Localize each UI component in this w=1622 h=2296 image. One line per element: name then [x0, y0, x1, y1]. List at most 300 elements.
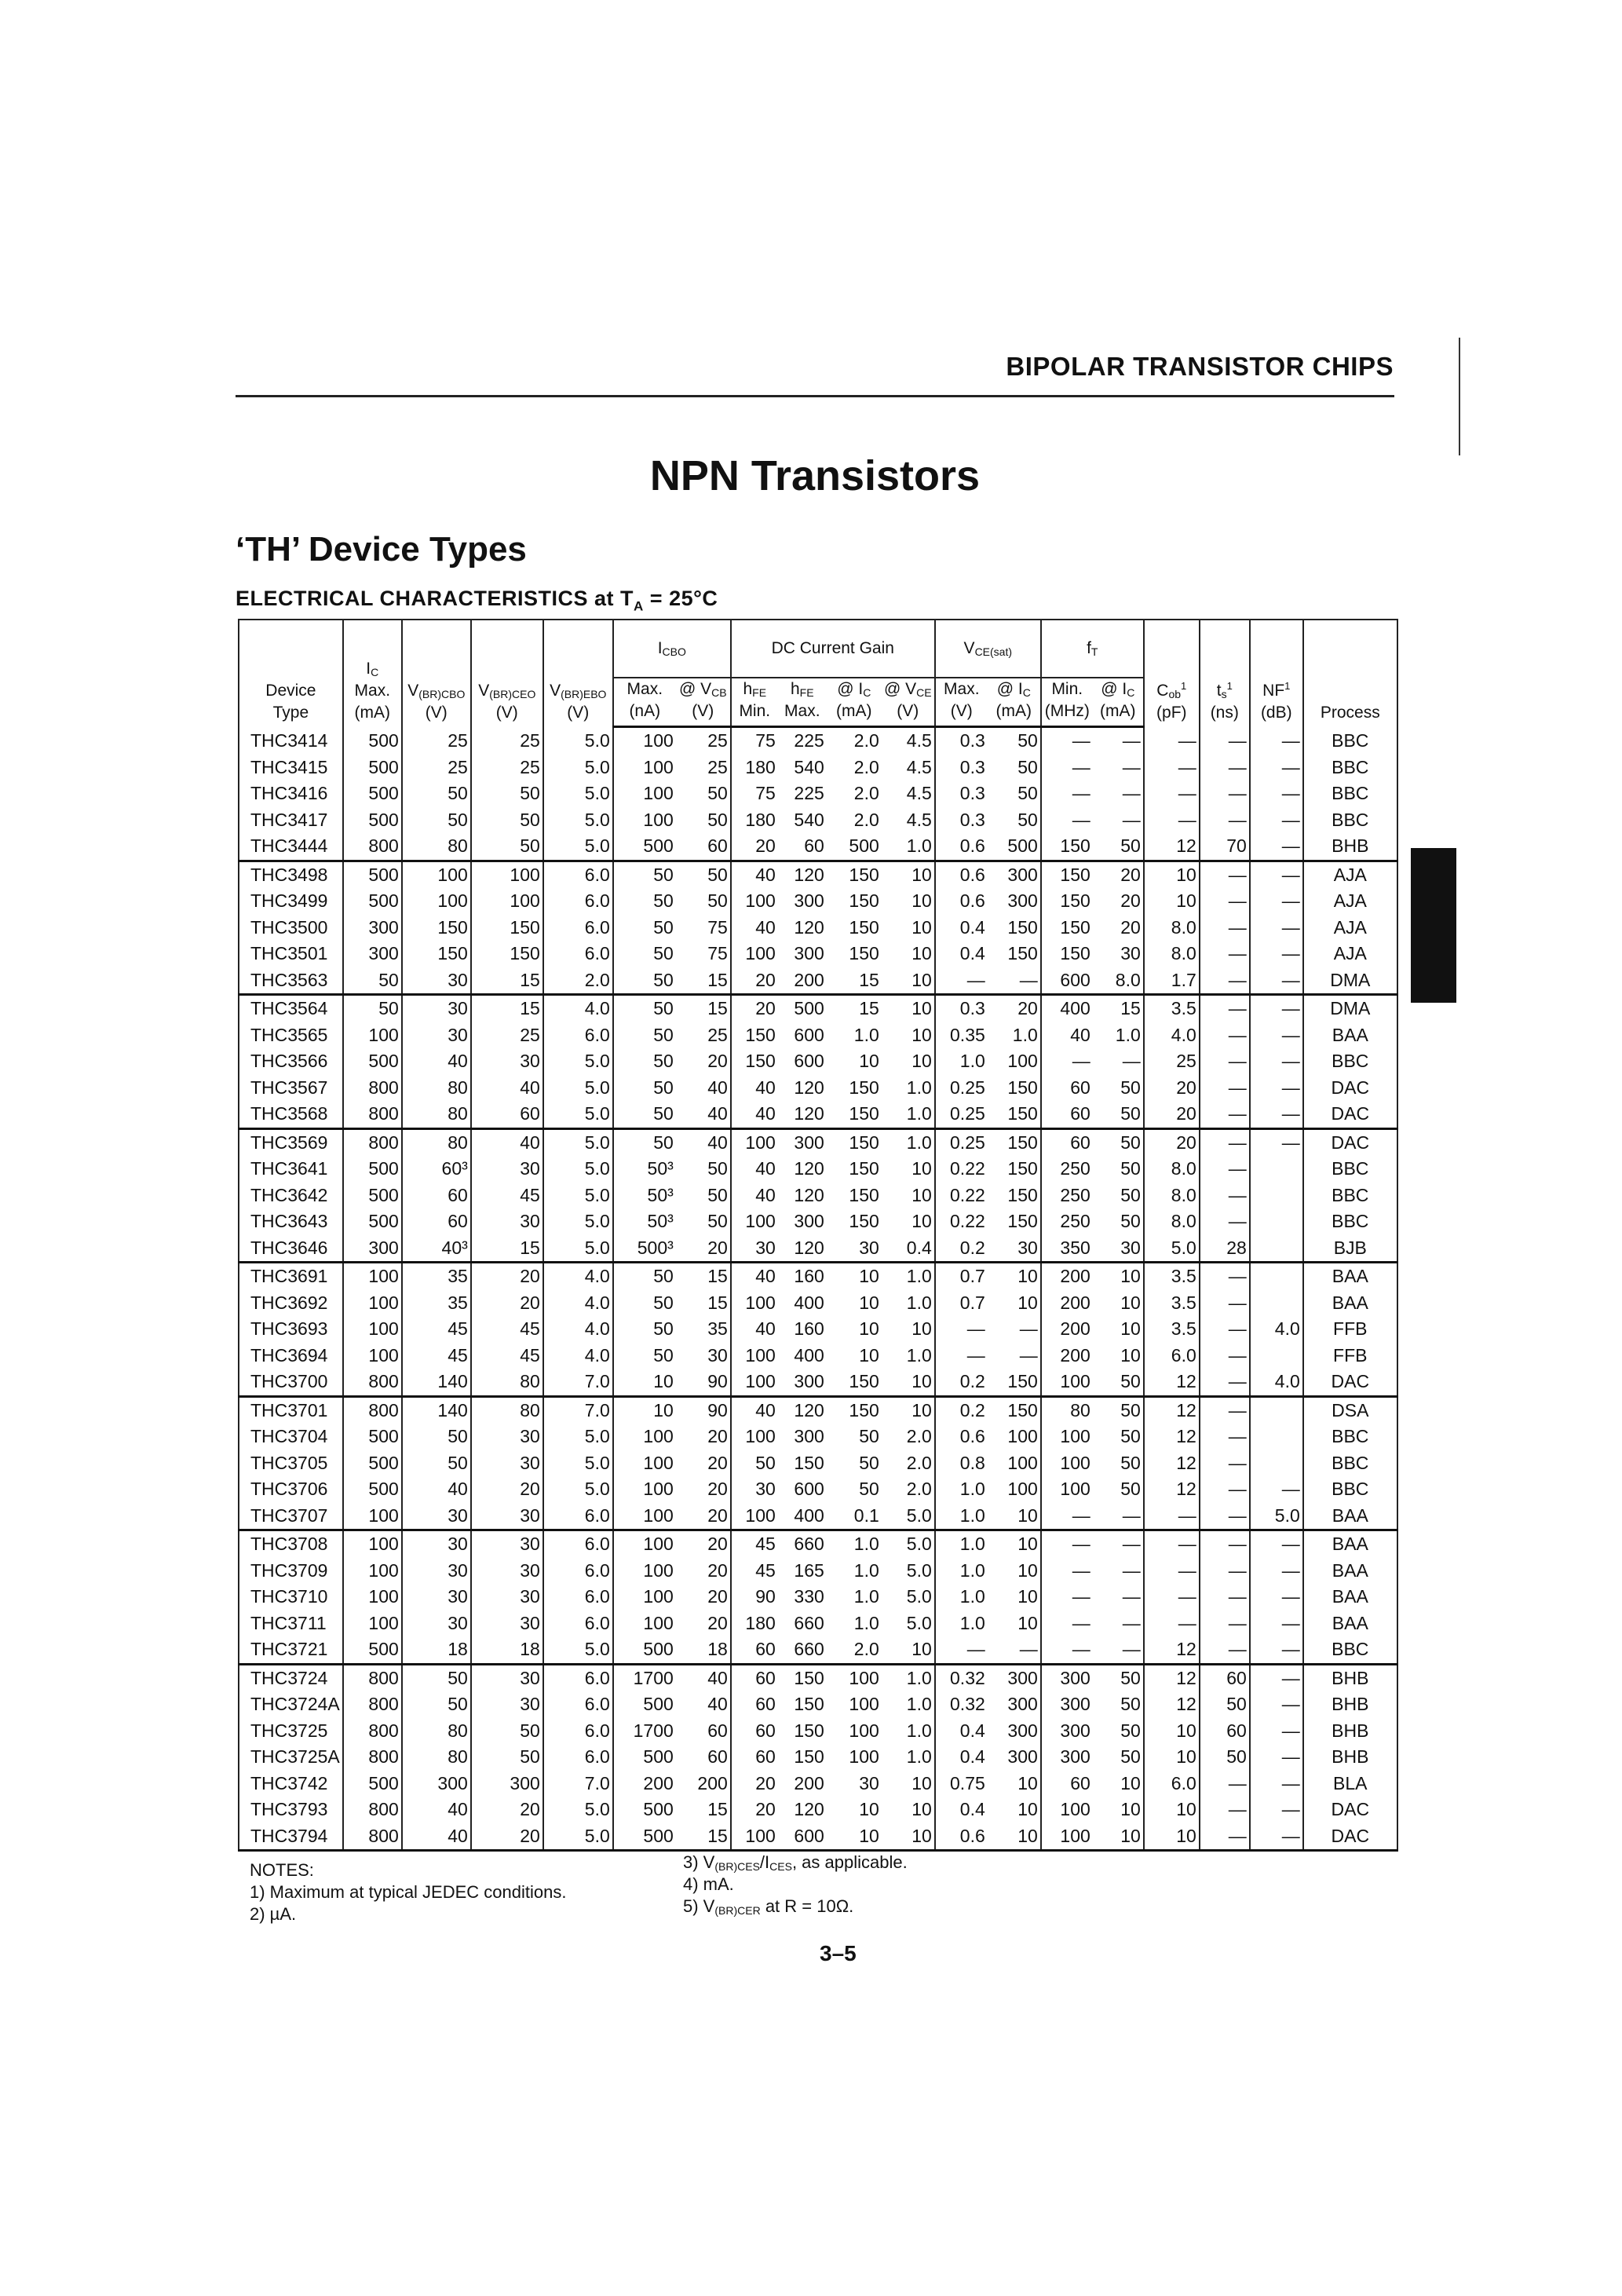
table-cell: 100: [731, 1424, 778, 1450]
table-cell: 150: [794, 1694, 824, 1715]
table-cell: 20: [707, 1479, 728, 1500]
table-cell: AJA: [1303, 888, 1397, 915]
table-cell: BAA: [1303, 1530, 1397, 1558]
table-cell: —: [935, 967, 988, 995]
table-cell: 20: [707, 1452, 728, 1473]
table-cell: 300: [778, 1369, 827, 1396]
table-cell: 800: [343, 1369, 402, 1396]
table-cell: 5.0: [882, 1503, 935, 1530]
table-cell: 150: [402, 915, 471, 941]
table-cell: 500: [343, 755, 402, 781]
page-number: 3–5: [820, 1941, 857, 1965]
device-type-cell: THC3701: [250, 1399, 328, 1420]
device-type-cell: THC3794: [239, 1823, 343, 1851]
table-cell: 90: [707, 1399, 728, 1420]
table-cell: 1.0: [935, 1558, 988, 1585]
table-cell: 10: [1120, 1318, 1141, 1340]
device-type-cell: THC3564: [250, 998, 328, 1019]
table-cell: 50: [613, 1075, 676, 1102]
table-cell: 500: [343, 781, 402, 807]
table-cell: —: [1144, 1558, 1200, 1585]
table-row: [239, 1369, 1397, 1396]
table-cell: 0.6: [935, 888, 988, 915]
table-cell: DAC: [1303, 1128, 1397, 1156]
table-cell: 50: [1093, 833, 1144, 861]
table-cell: —: [1250, 1664, 1303, 1691]
table-row: [239, 861, 1397, 888]
table-cell: 12: [1144, 1476, 1200, 1503]
table-cell: 10: [613, 1369, 676, 1396]
table-cell: 300: [1007, 1667, 1038, 1688]
table-cell: —: [1041, 807, 1093, 834]
table-cell: 500: [613, 1823, 676, 1851]
table-cell: 540: [794, 756, 824, 777]
table-cell: 6.0: [1144, 1343, 1200, 1369]
table-cell: 5.0: [543, 1128, 613, 1156]
table-cell: —: [1122, 1586, 1141, 1607]
table-cell: —: [1122, 783, 1141, 804]
table-cell: 90: [676, 1369, 731, 1396]
table-cell: 50: [1120, 1184, 1141, 1205]
table-cell: 150: [1007, 1399, 1038, 1420]
device-type-cell: THC3711: [250, 1612, 327, 1633]
col-vbr-cbo: $V_{(BR)CBO}$ (V): [402, 620, 471, 727]
table-cell: 150: [849, 943, 879, 964]
table-cell: 10: [1120, 1344, 1141, 1366]
table-cell: 12: [1144, 1636, 1200, 1664]
table-cell: 100: [849, 1720, 879, 1741]
device-type-cell: THC3498: [250, 864, 328, 885]
device-type-cell: THC3721: [239, 1636, 343, 1664]
table-cell: 10: [1144, 888, 1200, 915]
table-cell: 80: [402, 1101, 471, 1128]
table-cell: 80: [402, 1718, 471, 1745]
table-cell: 50: [613, 888, 676, 915]
table-cell: —: [1200, 1823, 1250, 1851]
table-cell: 40: [731, 1316, 778, 1343]
table-cell: 4.5: [906, 809, 932, 830]
table-cell: 100: [613, 1450, 676, 1477]
table-cell: 50: [1017, 756, 1038, 777]
table-cell: —: [1122, 1612, 1141, 1633]
table-cell: 1.0: [853, 1534, 879, 1555]
table-cell: 10: [1017, 1534, 1038, 1555]
table-cell: 0.3: [935, 727, 988, 755]
table-cell: —: [1122, 1534, 1141, 1555]
table-cell: 150: [849, 1077, 879, 1098]
table-cell: 20: [731, 1797, 778, 1823]
table-cell: 45: [731, 1530, 778, 1558]
table-cell: 30: [402, 1503, 471, 1530]
table-cell: 600: [778, 1823, 827, 1851]
table-cell: 10: [1093, 1823, 1144, 1851]
table-cell: 50: [471, 833, 543, 861]
table-cell: 500: [343, 1048, 402, 1075]
group-vce-sat: $V_{CE(sat)}$: [935, 620, 1041, 678]
table-cell: 0.35: [935, 1022, 988, 1049]
table-cell: —: [1250, 1584, 1303, 1610]
table-cell: —: [1250, 1476, 1303, 1503]
table-cell: —: [1250, 1823, 1303, 1851]
table-cell: 250: [1041, 1183, 1093, 1209]
table-cell: 1.0: [935, 1530, 988, 1558]
table-cell: 6.0: [543, 1530, 613, 1558]
table-cell: 6.0: [543, 1664, 613, 1691]
table-cell: 180: [731, 1610, 778, 1637]
table-cell: 40: [707, 1694, 728, 1715]
table-cell: 150: [849, 1184, 879, 1205]
table-cell: 0.3: [935, 781, 988, 807]
table-cell: —: [1250, 727, 1303, 755]
table-cell: 150: [849, 1132, 879, 1153]
table-cell: 6.0: [543, 1022, 613, 1049]
table-cell: 10: [1017, 1799, 1038, 1820]
table-cell: 5.0: [906, 1534, 932, 1555]
table-cell: 10: [1120, 1292, 1141, 1313]
table-cell: —: [1200, 1208, 1250, 1235]
table-cell: 50³: [613, 1208, 676, 1235]
table-cell: BHB: [1303, 1691, 1397, 1718]
table-cell: 500: [343, 1450, 402, 1477]
table-cell: 8.0: [1144, 1183, 1200, 1209]
table-cell: 20: [1120, 890, 1141, 912]
table-cell: 10: [911, 1399, 932, 1420]
table-cell: 100: [731, 1343, 778, 1369]
table-row: [239, 1101, 1397, 1128]
table-cell: 40: [707, 1667, 728, 1688]
table-cell: 25: [471, 1022, 543, 1049]
note-3: 3) $V_{(BR)CES}/I_{CES}$, as applicable.: [683, 1852, 908, 1873]
conditions-temp: = 25°C: [643, 587, 718, 610]
table-cell: 30: [471, 1048, 543, 1075]
table-cell: BAA: [1303, 1610, 1397, 1637]
table-cell: BAA: [1303, 1584, 1397, 1610]
col-vcesat-max: Max. (V): [935, 678, 988, 727]
table-cell: 45: [402, 1343, 471, 1369]
table-cell: 30: [988, 1235, 1041, 1263]
table-cell: 120: [794, 1399, 824, 1420]
table-cell: 300: [794, 1211, 824, 1232]
table-cell: 300: [343, 915, 402, 941]
device-type-cell: THC3563: [239, 967, 343, 995]
table-cell: —: [1250, 1797, 1303, 1823]
table-cell: BBC: [1303, 1208, 1397, 1235]
table-cell: 50: [707, 890, 728, 912]
section-title: ‘TH’ Device Types: [236, 530, 527, 569]
table-cell: 150: [1041, 941, 1093, 967]
table-cell: 500³: [613, 1235, 676, 1263]
table-cell: 20: [1144, 1075, 1200, 1102]
table-cell: 15: [471, 995, 543, 1022]
table-cell: 60: [1041, 1101, 1093, 1128]
table-cell: 20: [731, 833, 778, 861]
table-row: [239, 1263, 1397, 1290]
device-type-cell: THC3694: [250, 1344, 328, 1366]
table-cell: 1.0: [906, 1292, 932, 1313]
table-row: [239, 1343, 1397, 1369]
table-cell: 800: [343, 1075, 402, 1102]
device-type-cell: THC3709: [250, 1559, 328, 1581]
table-cell: —: [1250, 1610, 1303, 1637]
table-cell: BBC: [1303, 1636, 1397, 1664]
table-cell: 20: [1120, 916, 1141, 938]
table-cell: 800: [343, 1396, 402, 1424]
col-ft-min: Min. (MHz): [1041, 678, 1093, 727]
table-cell: 18: [402, 1636, 471, 1664]
table-cell: BBC: [1303, 727, 1397, 755]
table-cell: 1.7: [1144, 967, 1200, 995]
table-cell: —: [1122, 1051, 1141, 1072]
table-cell: 300: [1007, 864, 1038, 885]
table-cell: 10: [911, 1184, 932, 1205]
table-cell: —: [1200, 1584, 1250, 1610]
table-cell: 60: [471, 1101, 543, 1128]
table-cell: —: [1200, 1610, 1250, 1637]
table-cell: 150: [849, 864, 879, 885]
table-cell: 300: [1041, 1691, 1093, 1718]
col-vbr-ebo: $V_{(BR)EBO}$ (V): [543, 620, 613, 727]
table-cell: 30: [471, 1450, 543, 1477]
table-cell: 4.0: [1250, 1369, 1303, 1396]
table-cell: 0.22: [935, 1156, 988, 1183]
table-cell: 40: [731, 915, 778, 941]
table-cell: BAA: [1303, 1503, 1397, 1530]
notes-right: [683, 1852, 908, 1918]
table-cell: 5.0: [543, 833, 613, 861]
table-cell: 100: [1041, 1823, 1093, 1851]
table-cell: 30: [827, 1235, 882, 1263]
table-cell: —: [1144, 1584, 1200, 1610]
table-cell: 25: [1144, 1048, 1200, 1075]
table-cell: —: [1250, 1022, 1303, 1049]
table-cell: 10: [882, 1636, 935, 1664]
table-cell: 800: [343, 1718, 402, 1745]
col-nf: $NF^1$ (dB): [1250, 620, 1303, 727]
table-cell: 5.0: [543, 755, 613, 781]
table-cell: 40: [731, 1075, 778, 1102]
table-cell: 100: [343, 1316, 402, 1343]
table-cell: 500: [343, 1636, 402, 1664]
table-cell: 150: [1007, 1132, 1038, 1153]
table-cell: 25: [402, 755, 471, 781]
table-cell: 0.22: [935, 1183, 988, 1209]
table-row: [239, 1396, 1397, 1424]
table-cell: 200: [1041, 1290, 1093, 1317]
table-cell: BAA: [1303, 1290, 1397, 1317]
table-cell: 10: [859, 1292, 879, 1313]
table-cell: 100: [731, 888, 778, 915]
table-cell: 40: [676, 1101, 731, 1128]
table-cell: 6.0: [543, 1744, 613, 1771]
table-cell: 20: [676, 1503, 731, 1530]
table-cell: —: [1200, 1396, 1250, 1424]
device-type-cell: THC3642: [250, 1184, 328, 1205]
table-cell: 4.5: [906, 730, 932, 751]
table-cell: 80: [402, 1128, 471, 1156]
table-cell: 120: [778, 1235, 827, 1263]
table-row: [239, 1691, 1397, 1718]
table-cell: 10: [911, 864, 932, 885]
table-cell: 50: [1093, 1369, 1144, 1396]
table-cell: 60: [1200, 1664, 1250, 1691]
table-cell: 50: [402, 1450, 471, 1477]
table-cell: 1.0: [906, 1720, 932, 1741]
table-cell: 100: [343, 1610, 402, 1637]
table-cell: 2.0: [906, 1452, 932, 1473]
notes-heading: NOTES:: [250, 1860, 314, 1880]
table-cell: 6.0: [543, 1610, 613, 1637]
table-cell: —: [1144, 1503, 1200, 1530]
table-cell: 100: [613, 1476, 676, 1503]
table-cell: 50: [707, 783, 728, 804]
table-cell: 5.0: [906, 1559, 932, 1581]
table-cell: 2.0: [906, 1479, 932, 1500]
table-cell: 60: [676, 833, 731, 861]
table-cell: 50: [1120, 1426, 1141, 1447]
table-cell: 45: [731, 1558, 778, 1585]
table-cell: 10: [1017, 1586, 1038, 1607]
table-cell: 200: [1041, 1316, 1093, 1343]
device-type-cell: THC3416: [250, 783, 328, 804]
table-cell: 300: [1007, 1720, 1038, 1741]
table-cell: 500: [343, 1771, 402, 1797]
table-cell: 50: [1017, 809, 1038, 830]
table-cell: 100: [343, 1584, 402, 1610]
table-cell: 50: [1120, 1694, 1141, 1715]
table-cell: 180: [731, 807, 778, 834]
table-cell: 50: [1120, 1132, 1141, 1153]
table-cell: —: [1200, 995, 1250, 1022]
table-cell: 500: [613, 1636, 676, 1664]
table-cell: 225: [794, 783, 824, 804]
table-cell: 45: [402, 1316, 471, 1343]
table-cell: 60: [731, 1636, 778, 1664]
table-cell: 10: [911, 1024, 932, 1045]
table-cell: 10: [911, 1799, 932, 1820]
table-cell: 5.0: [543, 1424, 613, 1450]
table-cell: 60: [1041, 1128, 1093, 1156]
table-cell: 150: [794, 1746, 824, 1768]
table-cell: 50: [402, 1664, 471, 1691]
table-cell: 100: [849, 1694, 879, 1715]
table-cell: 12: [1144, 1424, 1200, 1450]
table-cell: —: [1200, 888, 1250, 915]
table-cell: 5.0: [1144, 1235, 1200, 1263]
device-type-cell: THC3499: [250, 890, 328, 912]
table-cell: —: [1200, 1022, 1250, 1049]
table-cell: 50: [613, 1263, 676, 1290]
table-cell: 1.0: [906, 1077, 932, 1098]
table-cell: 500: [613, 1744, 676, 1771]
table-cell: 50: [1120, 1211, 1141, 1232]
table-cell: 6.0: [543, 941, 613, 967]
table-cell: 150: [988, 1369, 1041, 1396]
table-cell: —: [1200, 1101, 1250, 1128]
table-cell: 100: [731, 1208, 778, 1235]
table-cell: 100: [731, 941, 778, 967]
table-cell: 660: [794, 1612, 824, 1633]
table-cell: 28: [1200, 1235, 1250, 1263]
table-cell: —: [1041, 1048, 1093, 1075]
table-cell: 350: [1041, 1235, 1093, 1263]
col-device-type: Device Type: [265, 681, 316, 722]
table-cell: 500: [343, 1476, 402, 1503]
table-cell: 165: [794, 1559, 824, 1581]
table-cell: 10: [882, 1369, 935, 1396]
table-cell: 0.3: [935, 807, 988, 834]
table-cell: BAA: [1303, 1263, 1397, 1290]
table-cell: 10: [1144, 1744, 1200, 1771]
table-cell: 1.0: [935, 1503, 988, 1530]
table-cell: 5.0: [543, 1450, 613, 1477]
table-cell: 500: [988, 833, 1041, 861]
table-cell: 6.0: [543, 1718, 613, 1745]
table-cell: —: [1041, 1584, 1093, 1610]
table-cell: [1250, 1263, 1303, 1290]
table-cell: FFB: [1303, 1343, 1397, 1369]
table-row: [239, 1208, 1397, 1235]
table-cell: 150: [849, 890, 879, 912]
col-gain-ic: @ $I_C$ (mA): [827, 678, 882, 727]
table-cell: 300: [343, 941, 402, 967]
table-cell: 40: [402, 1797, 471, 1823]
table-cell: 600: [794, 1024, 824, 1045]
conditions-sub: A: [634, 598, 644, 614]
table-cell: 20: [471, 1797, 543, 1823]
table-cell: 10: [1144, 1823, 1200, 1851]
table-cell: 100: [343, 1343, 402, 1369]
table-cell: 140: [402, 1369, 471, 1396]
notes-left: [250, 1859, 566, 1925]
table-cell: —: [1200, 1424, 1250, 1450]
table-cell: 25: [402, 727, 471, 755]
table-cell: 100: [613, 807, 676, 834]
table-cell: 35: [707, 1318, 728, 1340]
table-cell: 40: [731, 1396, 778, 1424]
table-cell: —: [1041, 1558, 1093, 1585]
table-cell: 100: [849, 1746, 879, 1768]
table-cell: 2.0: [827, 1636, 882, 1664]
table-cell: 10: [911, 1318, 932, 1340]
table-cell: BBC: [1303, 755, 1397, 781]
table-cell: 2.0: [853, 730, 879, 751]
table-cell: 0.25: [935, 1101, 988, 1128]
table-cell: 50: [1200, 1744, 1250, 1771]
table-cell: 100: [402, 888, 471, 915]
device-type-cell: THC3708: [250, 1534, 328, 1555]
table-cell: 500: [794, 998, 824, 1019]
table-cell: 330: [794, 1586, 824, 1607]
table-cell: 15: [707, 998, 728, 1019]
table-row: [239, 1797, 1397, 1823]
table-cell: 300: [1007, 1746, 1038, 1768]
table-cell: —: [1200, 1075, 1250, 1102]
table-cell: 4.0: [1144, 1022, 1200, 1049]
table-cell: —: [1200, 1316, 1250, 1343]
table-cell: 75: [731, 727, 778, 755]
running-head: BIPOLAR TRANSISTOR CHIPS: [1006, 352, 1394, 381]
table-cell: 200: [778, 967, 827, 995]
device-type-cell: THC3415: [250, 756, 328, 777]
table-cell: 1.0: [853, 1024, 879, 1045]
table-cell: 100: [613, 1610, 676, 1637]
table-cell: 10: [859, 1051, 879, 1072]
table-cell: AJA: [1303, 915, 1397, 941]
table-cell: 100: [1007, 1426, 1038, 1447]
table-cell: 20: [707, 1426, 728, 1447]
table-cell: 150: [1007, 916, 1038, 938]
table-cell: —: [1250, 1691, 1303, 1718]
